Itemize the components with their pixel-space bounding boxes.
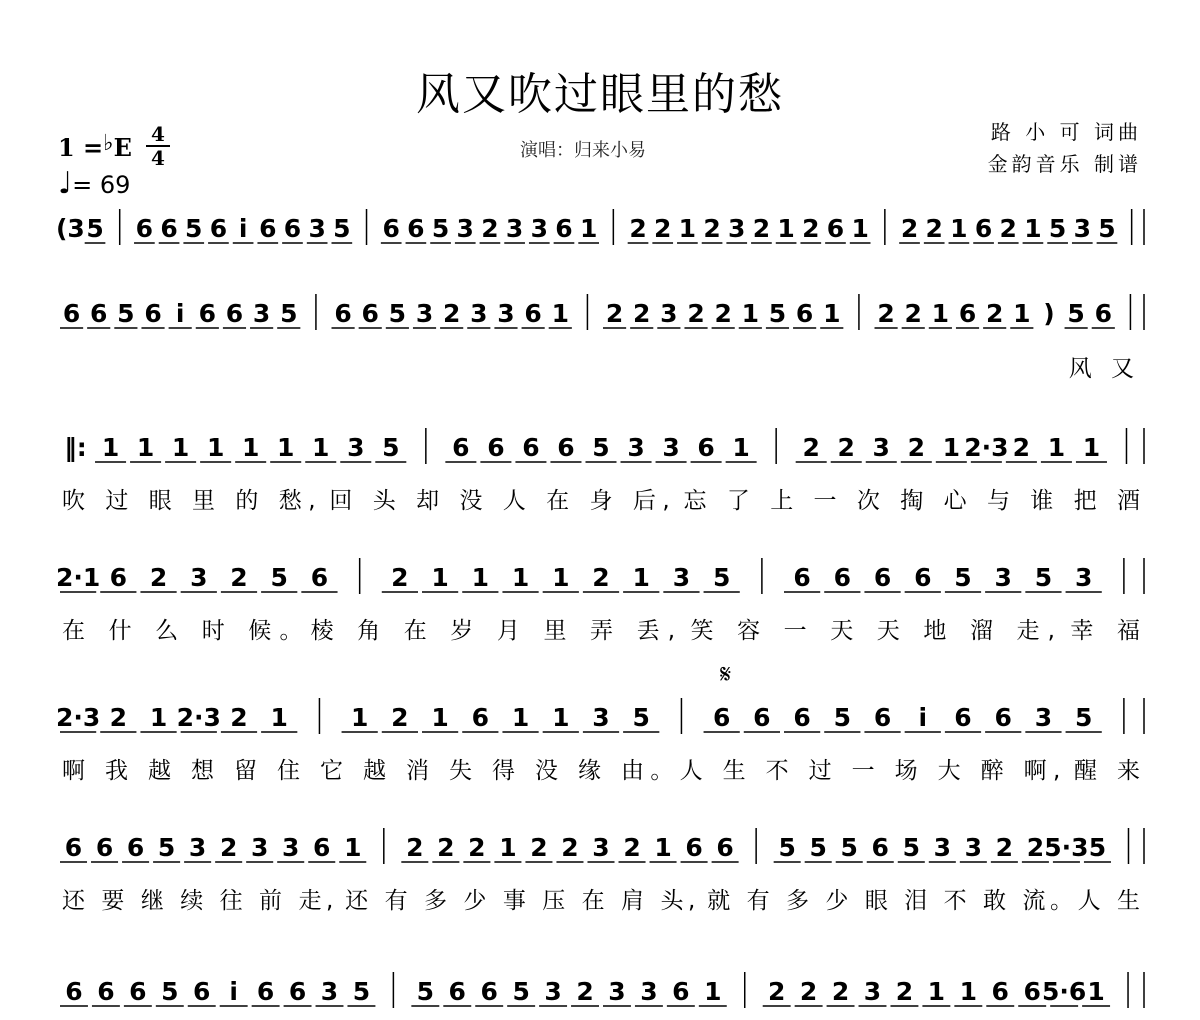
note: 1 xyxy=(552,563,570,592)
note: 2 xyxy=(219,833,238,862)
note: 2 xyxy=(406,833,424,862)
note: 2·3 xyxy=(964,433,1009,462)
quarter-note-icon: ♩ xyxy=(58,166,73,201)
note: 6 xyxy=(90,299,108,328)
segno-icon: 𝄋 xyxy=(720,660,732,690)
note: 3 xyxy=(415,299,434,328)
note: 6 xyxy=(135,214,154,243)
note: 2 xyxy=(703,214,721,243)
note: 3 xyxy=(544,977,562,1006)
note: 3 xyxy=(188,833,207,862)
score-row xyxy=(58,822,1144,862)
note: 2·3 xyxy=(55,703,101,732)
note: 5 xyxy=(161,977,179,1006)
note: 6 xyxy=(382,214,400,243)
note: 6 xyxy=(685,833,703,862)
note: 3 xyxy=(250,833,269,862)
note: 6 xyxy=(361,299,379,328)
note: 6 xyxy=(452,433,470,462)
note: 2 xyxy=(391,703,409,732)
note: 6 xyxy=(313,833,331,862)
note: 6 xyxy=(697,433,715,462)
note: 6 xyxy=(256,977,275,1006)
singer-credit: 演唱：归来小易 xyxy=(520,140,646,161)
note: 5 xyxy=(512,977,530,1006)
note: 6 xyxy=(259,214,277,243)
note: 5 xyxy=(712,563,731,592)
note: 2 xyxy=(481,214,499,243)
note: 1 xyxy=(632,563,650,592)
note: 3 xyxy=(1073,214,1091,243)
note: 2 xyxy=(149,563,168,592)
note: 5 xyxy=(270,563,288,592)
note: 3 xyxy=(672,563,691,592)
time-signature-bottom: 4 xyxy=(151,146,165,170)
note: 3 xyxy=(660,299,678,328)
note: 6 xyxy=(288,977,307,1006)
note: 6 xyxy=(62,299,81,328)
note: 5 xyxy=(388,299,407,328)
note: 5 xyxy=(1048,214,1067,243)
note: 5 xyxy=(902,833,920,862)
note: 6 xyxy=(487,433,505,462)
note: 2 xyxy=(654,214,672,243)
note: 2 xyxy=(605,299,624,328)
note: 1 xyxy=(511,703,530,732)
note: 1 xyxy=(823,299,841,328)
note: 2 xyxy=(629,214,647,243)
flat-sign: ♭ xyxy=(103,130,114,156)
note: 3 xyxy=(964,833,983,862)
note: 6 xyxy=(795,299,814,328)
time-signature xyxy=(146,124,170,168)
tempo-marking xyxy=(58,166,130,201)
note: 2 xyxy=(530,833,548,862)
note: 6 xyxy=(471,703,490,732)
note: ‖: xyxy=(64,433,87,462)
note: 6 xyxy=(555,214,573,243)
note: 3 xyxy=(640,977,658,1006)
note: 2 xyxy=(900,214,919,243)
note: 2 xyxy=(109,703,128,732)
note: 6 xyxy=(954,703,972,732)
note: 5 xyxy=(431,214,450,243)
note: 5·3 xyxy=(1044,833,1089,862)
note: 2 xyxy=(985,299,1004,328)
score-row xyxy=(58,422,1144,462)
note: 3 xyxy=(728,214,746,243)
lyrics-line: 在 什 么 时 候。棱 角 在 岁 月 里 弄 丢, 笑 容 一 天 天 地 溜 走, 幸 福 xyxy=(62,618,1140,644)
note: 2 xyxy=(442,299,461,328)
note: 5 xyxy=(840,833,858,862)
note: 2 xyxy=(995,833,1014,862)
note: 6 xyxy=(522,433,540,462)
note: 2 xyxy=(230,563,248,592)
note: 2 xyxy=(561,833,579,862)
note: 5 xyxy=(1074,703,1093,732)
note: 1 xyxy=(350,703,369,732)
note: 3 xyxy=(530,214,548,243)
note: 5 xyxy=(778,833,796,862)
note: 2 xyxy=(592,563,610,592)
note: 6 xyxy=(753,703,771,732)
note: 1 xyxy=(312,433,330,462)
note: 3 xyxy=(190,563,208,592)
note: 1 xyxy=(552,703,570,732)
note: 2 xyxy=(837,433,855,462)
note: 3 xyxy=(470,299,488,328)
lyrics-line: 还 要 继 续 往 前 走, 还 有 多 少 事 压 在 肩 头, 就 有 多 少 眼 泪 不 敢 流。人 生 xyxy=(62,888,1140,914)
note: 5 xyxy=(1034,563,1053,592)
note: 2 xyxy=(714,299,732,328)
note: 2 xyxy=(925,214,943,243)
note: (3 xyxy=(55,214,85,243)
note: 2 xyxy=(799,977,818,1006)
note: 2 xyxy=(576,977,594,1006)
note: 6 xyxy=(793,703,811,732)
note: 6 xyxy=(1094,299,1112,328)
note: 2 xyxy=(907,433,925,462)
note: 1 xyxy=(927,977,946,1006)
lyrics-line: 吹 过 眼 里 的 愁, 回 头 却 没 人 在 身 后, 忘 了 上 一 次 掏 心 与 谁 把 酒 xyxy=(62,488,1140,514)
note: 2·3 xyxy=(176,703,221,732)
note: 1 xyxy=(511,563,530,592)
note: 1 xyxy=(741,299,760,328)
note: 3 xyxy=(863,977,882,1006)
lyrics-line: 啊 我 越 想 留 住 它 越 消 失 得 没 缘 由。人 生 不 过 一 场 大 醉 啊, 醒 来 xyxy=(62,758,1140,784)
note: 1 xyxy=(654,833,672,862)
note: 3 xyxy=(592,703,610,732)
note: 6 xyxy=(557,433,575,462)
note: i xyxy=(175,299,185,328)
note: 1 xyxy=(579,214,598,243)
score-row xyxy=(55,692,1144,732)
note: 2 xyxy=(831,977,850,1006)
note: 5·6 xyxy=(1041,977,1087,1006)
note: 6 xyxy=(826,214,845,243)
note: 2 xyxy=(877,299,895,328)
note: 1 xyxy=(431,563,449,592)
note: 6 xyxy=(524,299,542,328)
note: 3 xyxy=(505,214,524,243)
note: 6 xyxy=(97,977,115,1006)
note: 5 xyxy=(592,433,610,462)
note: i xyxy=(238,214,248,243)
score-row xyxy=(58,966,1144,1006)
note: 2 xyxy=(633,299,651,328)
note: 1 xyxy=(1087,977,1105,1006)
note: 6 xyxy=(65,977,83,1006)
note: 1 xyxy=(950,214,968,243)
note: 1 xyxy=(471,563,490,592)
note: 5 xyxy=(1098,214,1116,243)
note: 6 xyxy=(310,563,329,592)
note: 2 xyxy=(391,563,409,592)
note: 2 xyxy=(1012,433,1031,462)
note: 6 xyxy=(95,833,114,862)
note: 5 xyxy=(768,299,787,328)
note: 1 xyxy=(1047,433,1066,462)
note: 1 xyxy=(678,214,697,243)
note: 6 xyxy=(144,299,162,328)
note: 2 xyxy=(468,833,486,862)
note: 6 xyxy=(129,977,147,1006)
note: 1 xyxy=(344,833,362,862)
key-prefix: 1 = xyxy=(58,133,104,162)
note: 6 xyxy=(974,214,993,243)
note: 5 xyxy=(382,433,400,462)
notation-line xyxy=(58,288,1144,338)
note: 6 xyxy=(991,977,1009,1006)
notation-line xyxy=(55,552,1144,602)
note: 2 xyxy=(904,299,922,328)
note: 1 xyxy=(277,433,295,462)
note: 1 xyxy=(704,977,722,1006)
note: 2 xyxy=(802,433,820,462)
note: 1 xyxy=(942,433,961,462)
note: 5 xyxy=(185,214,203,243)
note: 6 xyxy=(64,833,83,862)
note: 2 xyxy=(437,833,455,862)
note: 6 xyxy=(871,833,889,862)
note: 6 xyxy=(994,703,1012,732)
note: 6 xyxy=(716,833,734,862)
note: 1 xyxy=(241,433,260,462)
note: 3 xyxy=(1034,703,1053,732)
note: 1 xyxy=(551,299,569,328)
note: 3 xyxy=(933,833,952,862)
note: 6 xyxy=(407,214,425,243)
note: ) xyxy=(1043,299,1055,328)
note: 5 xyxy=(1067,299,1085,328)
note: 6 xyxy=(1023,977,1041,1006)
note: 6 xyxy=(914,563,932,592)
notation-line xyxy=(55,692,1144,742)
note: 2 xyxy=(895,977,914,1006)
note: 6 xyxy=(672,977,690,1006)
note: 6 xyxy=(198,299,217,328)
lyricist-composer: 路 小 可 词曲 xyxy=(990,120,1142,144)
note: 3 xyxy=(282,833,300,862)
time-signature-top: 4 xyxy=(151,122,165,146)
note: 6 xyxy=(833,563,852,592)
notation-line xyxy=(58,822,1144,872)
note: 6 xyxy=(160,214,178,243)
note: 2 xyxy=(802,214,820,243)
note: 2 xyxy=(230,703,248,732)
note: 6 xyxy=(873,703,892,732)
note: 6 xyxy=(793,563,811,592)
note: 6 xyxy=(448,977,466,1006)
note: 6 xyxy=(109,563,128,592)
note: 3 xyxy=(662,433,680,462)
note: 3 xyxy=(872,433,890,462)
note: 1 xyxy=(206,433,225,462)
note: 3 xyxy=(252,299,271,328)
note: 5 xyxy=(352,977,371,1006)
note: 2 xyxy=(999,214,1017,243)
note: 1 xyxy=(499,833,517,862)
note: 5 xyxy=(954,563,972,592)
note: 6 xyxy=(480,977,498,1006)
note: 5 xyxy=(157,833,176,862)
note: 1 xyxy=(171,433,190,462)
note: 6 xyxy=(334,299,352,328)
note: 3 xyxy=(592,833,610,862)
notation-line xyxy=(58,422,1144,472)
key-signature xyxy=(58,130,132,162)
note: 3 xyxy=(308,214,326,243)
note: 5 xyxy=(333,214,351,243)
note: 3 xyxy=(347,433,365,462)
note: 1 xyxy=(777,214,795,243)
note: 3 xyxy=(994,563,1012,592)
note: 3 xyxy=(627,433,645,462)
score-row xyxy=(55,203,1144,243)
note: 2·1 xyxy=(55,563,101,592)
note: 6 xyxy=(712,703,731,732)
notation-line xyxy=(58,966,1144,1016)
arranger: 金韵音乐 制谱 xyxy=(987,152,1142,176)
note: 2 xyxy=(752,214,771,243)
note: 3 xyxy=(320,977,339,1006)
note: 6 xyxy=(126,833,145,862)
note: 2 xyxy=(623,833,641,862)
note: 1 xyxy=(270,703,288,732)
note: 3 xyxy=(1074,563,1093,592)
note: 1 xyxy=(136,433,155,462)
note: 6 xyxy=(193,977,211,1006)
note: 5 xyxy=(280,299,298,328)
score-row xyxy=(55,552,1144,592)
note: 3 xyxy=(608,977,626,1006)
note: 1 xyxy=(1082,433,1101,462)
note: 1 xyxy=(101,433,120,462)
note: 2 xyxy=(767,977,786,1006)
note: 3 xyxy=(497,299,515,328)
note: 6 xyxy=(225,299,244,328)
note: i xyxy=(229,977,238,1006)
note: 5 xyxy=(833,703,852,732)
note: 1 xyxy=(931,299,950,328)
tempo-value: = 69 xyxy=(72,171,131,199)
note: 5 xyxy=(86,214,104,243)
note: 1 xyxy=(851,214,869,243)
note: i xyxy=(918,703,928,732)
note: 2 xyxy=(687,299,705,328)
note: 3 xyxy=(456,214,474,243)
note: 6 xyxy=(958,299,977,328)
credits xyxy=(988,116,1142,180)
note: 1 xyxy=(732,433,750,462)
notation-line xyxy=(55,203,1144,253)
key-letter: E xyxy=(113,133,132,162)
note: 1 xyxy=(149,703,168,732)
note: 2 xyxy=(1026,833,1045,862)
score-row xyxy=(58,288,1144,328)
note: 1 xyxy=(959,977,978,1006)
note: 5 xyxy=(1088,833,1107,862)
note: 5 xyxy=(632,703,650,732)
song-title: 风又吹过眼里的愁 xyxy=(416,69,784,120)
note: 5 xyxy=(809,833,827,862)
note: 6 xyxy=(873,563,892,592)
note: 1 xyxy=(431,703,449,732)
note: 5 xyxy=(416,977,435,1006)
lyrics-line: 风 又 xyxy=(1068,356,1140,382)
note: 1 xyxy=(1024,214,1042,243)
note: 6 xyxy=(283,214,302,243)
note: 6 xyxy=(209,214,228,243)
note: 1 xyxy=(1013,299,1031,328)
note: 5 xyxy=(117,299,135,328)
